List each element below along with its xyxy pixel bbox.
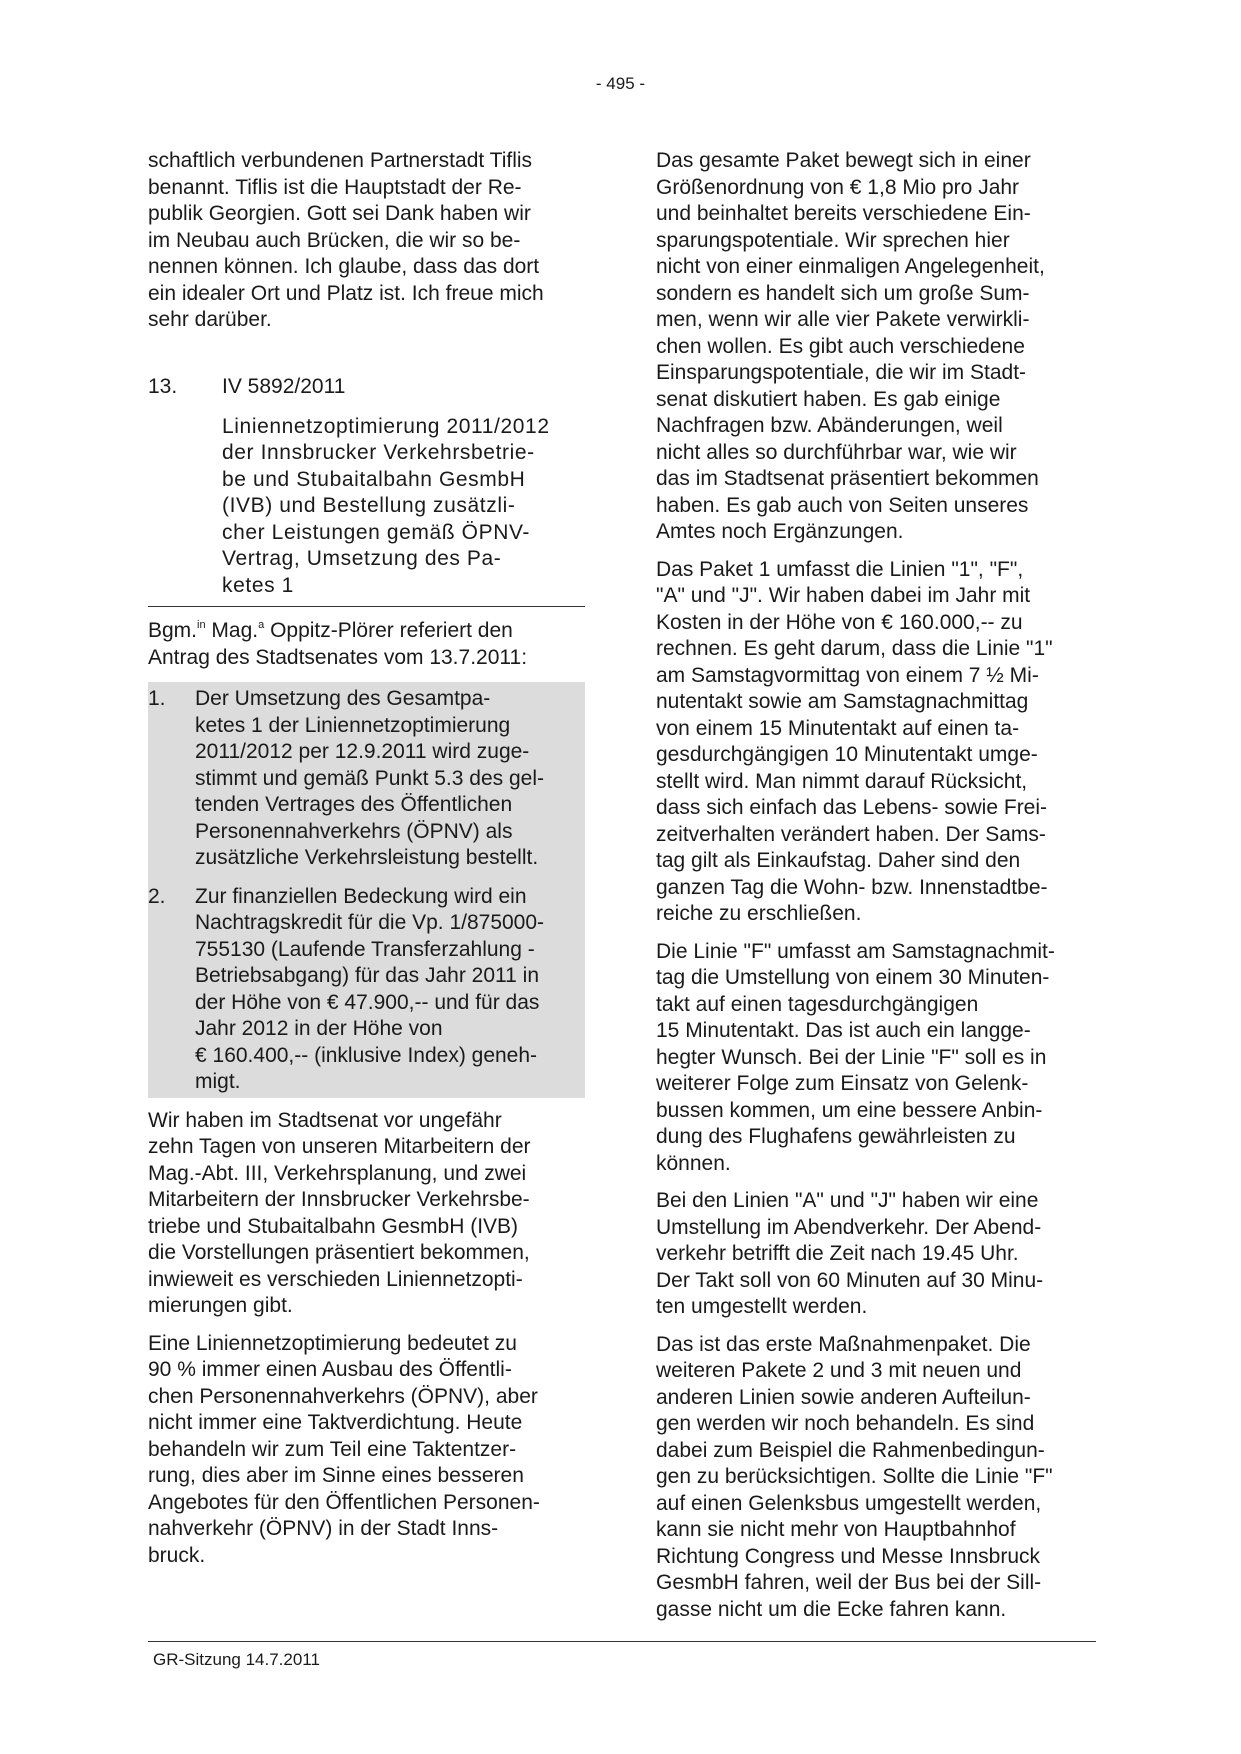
text-line: weiteren Pakete 2 und 3 mit neuen und bbox=[656, 1359, 1022, 1382]
motion-item bbox=[148, 686, 585, 872]
text-line: am Samstagvormittag von einem 7 ½ Mi- bbox=[656, 663, 1039, 687]
text-line: die Vorstellungen präsentiert bekommen, bbox=[148, 1241, 530, 1264]
text-line: dabei zum Beispiel die Rahmenbedingun- bbox=[656, 1438, 1045, 1462]
motion-item-number: 2. bbox=[148, 884, 166, 908]
text-line: tenden Vertrages des Öffentlichen bbox=[195, 793, 513, 816]
text-line: gen zu berücksichtigen. Sollte die Linie "F" bbox=[656, 1465, 1053, 1488]
text-line: publik Georgien. Gott sei Dank haben wir bbox=[148, 202, 531, 225]
text-line: Nachtragskredit für die Vp. 1/875000- bbox=[195, 911, 545, 934]
text-line: 2011/2012 per 12.9.2011 wird zuge- bbox=[195, 740, 530, 763]
text-line: Größenordnung von € 1,8 Mio pro Jahr bbox=[656, 175, 1020, 199]
right-paragraph-2 bbox=[656, 557, 1096, 928]
text-line: Liniennetzoptimierung 2011/2012 bbox=[222, 414, 550, 438]
motion-item-number: 1. bbox=[148, 687, 166, 710]
text-line: sehr darüber. bbox=[148, 308, 272, 331]
text-line: ketes 1 der Liniennetzoptimierung bbox=[195, 713, 511, 737]
text-line: Das ist das erste Maßnahmenpaket. Die bbox=[656, 1332, 1031, 1356]
motion-item bbox=[148, 884, 585, 1096]
text-line: der Höhe von € 47.900,-- und für das bbox=[195, 990, 540, 1014]
text-line: kann sie nicht mehr von Hauptbahnhof bbox=[656, 1518, 1016, 1541]
text-line: ein idealer Ort und Platz ist. Ich freue mich bbox=[148, 281, 544, 305]
text-line: Wir haben im Stadtsenat vor ungefähr bbox=[148, 1108, 502, 1132]
text-line: Kosten in der Höhe von € 160.000,-- zu bbox=[656, 610, 1023, 634]
text-line: behandeln wir zum Teil eine Taktentzer- bbox=[148, 1437, 517, 1461]
right-paragraph-1 bbox=[656, 148, 1096, 546]
intro-mag-sup: a bbox=[258, 619, 265, 631]
text-line: gesdurchgängigen 10 Minutentakt umge- bbox=[656, 743, 1038, 766]
text-line: zehn Tagen von unseren Mitarbeitern der bbox=[148, 1135, 531, 1158]
left-column bbox=[148, 148, 585, 1580]
right-paragraph-5 bbox=[656, 1332, 1096, 1624]
text-line: Amtes noch Ergänzungen. bbox=[656, 520, 904, 543]
right-column bbox=[656, 148, 1096, 1634]
text-line: haben. Es gab auch von Seiten unseres bbox=[656, 493, 1029, 517]
text-line: GesmbH fahren, weil der Bus bei der Sill- bbox=[656, 1571, 1042, 1594]
text-line: Der Umsetzung des Gesamtpa- bbox=[195, 687, 491, 710]
text-line: Das gesamte Paket bewegt sich in einer bbox=[656, 149, 1031, 172]
text-line: gen werden wir noch behandeln. Es sind bbox=[656, 1412, 1035, 1435]
text-line: triebe und Stubaitalbahn GesmbH (IVB) bbox=[148, 1214, 519, 1238]
text-line: reiche zu erschließen. bbox=[656, 902, 862, 925]
text-line: Zur finanziellen Bedeckung wird ein bbox=[195, 884, 527, 908]
text-line: be und Stubaitalbahn GesmbH bbox=[222, 467, 526, 491]
text-line: ketes 1 bbox=[222, 573, 294, 597]
text-line: zeitverhalten verändert haben. Der Sams- bbox=[656, 822, 1046, 846]
motion-box bbox=[148, 682, 585, 1098]
text-line: sondern es handelt sich um große Sum- bbox=[656, 281, 1030, 305]
text-line: hegter Wunsch. Bei der Linie "F" soll es in bbox=[656, 1045, 1047, 1069]
left-paragraph-2 bbox=[148, 1108, 585, 1320]
text-line: senat diskutiert haben. Es gab einige bbox=[656, 387, 1001, 411]
text-line: € 160.400,-- (inklusive Index) geneh- bbox=[195, 1043, 538, 1067]
text-line: rechnen. Es geht darum, dass die Linie "1" bbox=[656, 637, 1053, 660]
text-line: 90 % immer einen Ausbau des Öffentli- bbox=[148, 1358, 512, 1381]
text-line: dung des Flughafens gewährleisten zu bbox=[656, 1125, 1016, 1148]
text-line: tag die Umstellung von einem 30 Minuten- bbox=[656, 966, 1050, 989]
intro-bgm: Bgm. bbox=[148, 619, 198, 642]
text-line: dass sich einfach das Lebens- sowie Frei- bbox=[656, 796, 1048, 819]
text-line: sparungspotentiale. Wir sprechen hier bbox=[656, 228, 1010, 252]
agenda-item-title bbox=[222, 414, 585, 600]
text-line: Jahr 2012 in der Höhe von bbox=[195, 1017, 443, 1040]
text-line: 15 Minutentakt. Das ist auch ein langge- bbox=[656, 1019, 1031, 1042]
text-line: können. bbox=[656, 1151, 731, 1175]
text-line: nicht alles so durchführbar war, wie wir bbox=[656, 440, 1017, 464]
text-line: das im Stadtsenat präsentiert bekommen bbox=[656, 467, 1039, 490]
text-line: rung, dies aber im Sinne eines besseren bbox=[148, 1464, 524, 1487]
text-line: 755130 (Laufende Transferzahlung - bbox=[195, 937, 535, 961]
text-line: weiterer Folge zum Einsatz von Gelenk- bbox=[656, 1072, 1029, 1095]
text-line: Nachfragen bzw. Abänderungen, weil bbox=[656, 414, 1003, 437]
text-line: Personennahverkehrs (ÖPNV) als bbox=[195, 819, 513, 843]
text-line: takt auf einen tagesdurchgängigen bbox=[656, 992, 979, 1016]
intro-line-2: Antrag des Stadtsenates vom 13.7.2011: bbox=[148, 645, 528, 669]
text-line: zusätzliche Verkehrsleistung bestellt. bbox=[195, 846, 539, 869]
text-line: Mitarbeitern der Innsbrucker Verkehrsbe- bbox=[148, 1188, 530, 1211]
page-number: - 495 - bbox=[595, 74, 646, 93]
agenda-item-number: 13. bbox=[148, 374, 178, 398]
text-line: Die Linie "F" umfasst am Samstagnachmit- bbox=[656, 939, 1055, 963]
text-line: Umstellung im Abendverkehr. Der Abend- bbox=[656, 1215, 1042, 1239]
text-line: gasse nicht um die Ecke fahren kann. bbox=[656, 1597, 1007, 1621]
text-line: nennen können. Ich glaube, dass das dort bbox=[148, 255, 540, 278]
agenda-item-header bbox=[148, 374, 585, 402]
footer-session-label: GR-Sitzung 14.7.2011 bbox=[153, 1650, 320, 1669]
text-line: (IVB) und Bestellung zusätzli- bbox=[222, 494, 516, 517]
text-line: auf einen Gelenksbus umgestellt werden, bbox=[656, 1491, 1042, 1515]
text-line: ten umgestellt werden. bbox=[656, 1295, 868, 1318]
text-line: verkehr betrifft die Zeit nach 19.45 Uhr. bbox=[656, 1242, 1019, 1265]
text-line: stellt wird. Man nimmt darauf Rücksicht, bbox=[656, 769, 1028, 793]
motion-intro bbox=[148, 618, 585, 671]
text-line: "A" und "J". Wir haben dabei im Jahr mit bbox=[656, 584, 1031, 607]
text-line: schaftlich verbundenen Partnerstadt Tiflis bbox=[148, 149, 533, 172]
text-line: nicht immer eine Taktverdichtung. Heute bbox=[148, 1411, 523, 1434]
text-line: Der Takt soll von 60 Minuten auf 30 Minu- bbox=[656, 1268, 1044, 1292]
intro-bgm-sup: in bbox=[197, 619, 206, 631]
text-line: von einem 15 Minutentakt auf einen ta- bbox=[656, 716, 1020, 740]
motion-item-text bbox=[195, 686, 585, 872]
text-line: nahverkehr (ÖPNV) in der Stadt Inns- bbox=[148, 1517, 499, 1540]
text-line: nicht von einer einmaligen Angelegenheit, bbox=[656, 255, 1045, 278]
text-line: Eine Liniennetzoptimierung bedeutet zu bbox=[148, 1331, 517, 1355]
text-line: im Neubau auch Brücken, die wir so be- bbox=[148, 228, 521, 252]
text-line: migt. bbox=[195, 1070, 241, 1093]
text-line: men, wenn wir alle vier Pakete verwirkli- bbox=[656, 308, 1030, 331]
left-paragraph-3 bbox=[148, 1331, 585, 1570]
motion-item-text bbox=[195, 884, 585, 1096]
text-line: der Innsbrucker Verkehrsbetrie- bbox=[222, 441, 535, 464]
text-line: chen Personennahverkehrs (ÖPNV), aber bbox=[148, 1384, 538, 1408]
text-line: anderen Linien sowie anderen Aufteilun- bbox=[656, 1385, 1031, 1409]
text-line: bussen kommen, um eine bessere Anbin- bbox=[656, 1098, 1043, 1122]
text-line: ganzen Tag die Wohn- bzw. Innenstadtbe- bbox=[656, 875, 1048, 899]
text-line: stimmt und gemäß Punkt 5.3 des gel- bbox=[195, 766, 544, 790]
text-line: Angebotes für den Öffentlichen Personen- bbox=[148, 1490, 540, 1514]
text-line: mierungen gibt. bbox=[148, 1294, 293, 1317]
text-line: nutentakt sowie am Samstagnachmittag bbox=[656, 690, 1029, 713]
text-line: Betriebsabgang) für das Jahr 2011 in bbox=[195, 964, 539, 987]
text-line: Mag.-Abt. III, Verkehrsplanung, und zwei bbox=[148, 1161, 527, 1185]
footer-divider bbox=[148, 1641, 1096, 1642]
agenda-divider bbox=[148, 606, 585, 607]
text-line: Richtung Congress und Messe Innsbruck bbox=[656, 1544, 1041, 1568]
text-line: cher Leistungen gemäß ÖPNV- bbox=[222, 520, 531, 544]
right-paragraph-3 bbox=[656, 939, 1096, 1178]
left-paragraph-1 bbox=[148, 148, 585, 334]
text-line: Vertrag, Umsetzung des Pa- bbox=[222, 547, 502, 570]
text-line: inwieweit es verschieden Liniennetzopti- bbox=[148, 1267, 523, 1291]
text-line: Einsparungspotentiale, die wir im Stadt- bbox=[656, 361, 1027, 384]
text-line: Bei den Linien "A" und "J" haben wir eine bbox=[656, 1189, 1039, 1212]
text-line: bruck. bbox=[148, 1543, 206, 1567]
intro-mag: Mag. bbox=[205, 619, 259, 642]
text-line: benannt. Tiflis ist die Hauptstadt der Re- bbox=[148, 175, 522, 199]
intro-rest: Oppitz-Plörer referiert den bbox=[264, 619, 513, 642]
text-line: und beinhaltet bereits verschiedene Ein- bbox=[656, 202, 1031, 225]
right-paragraph-4 bbox=[656, 1188, 1096, 1321]
text-line: chen wollen. Es gibt auch verschiedene bbox=[656, 334, 1025, 358]
text-line: tag gilt als Einkaufstag. Daher sind den bbox=[656, 849, 1021, 872]
text-line: Das Paket 1 umfasst die Linien "1", "F", bbox=[656, 557, 1024, 581]
agenda-item-reference: IV 5892/2011 bbox=[222, 374, 346, 398]
